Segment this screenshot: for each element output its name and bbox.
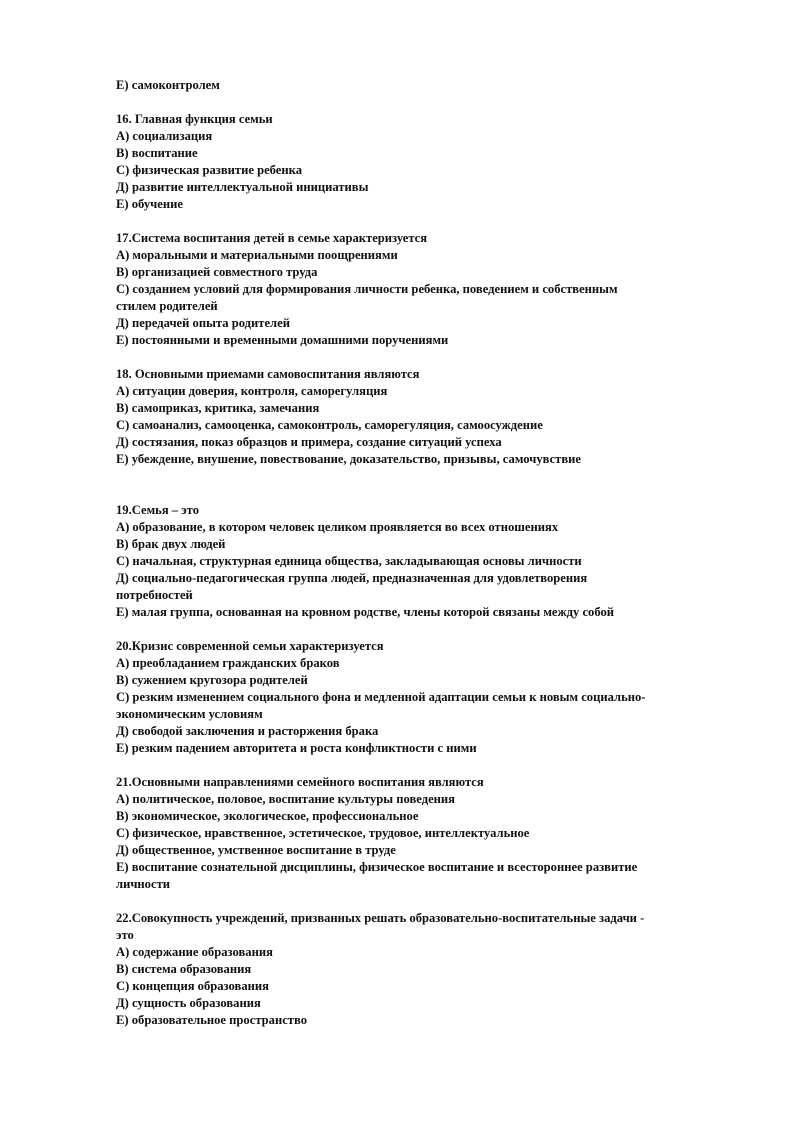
- answer-option: B) брак двух людей: [116, 537, 226, 551]
- answer-option: E) убеждение, внушение, повествование, доказательство, призывы, самочувствие: [116, 452, 582, 466]
- answer-option: E) резким падением авторитета и роста конфликтности с ними: [116, 741, 477, 755]
- spacer: [116, 757, 760, 774]
- answer-option: B) сужением кругозора родителей: [116, 673, 308, 687]
- spacer: [116, 893, 760, 910]
- question-17: [116, 230, 760, 349]
- spacer: [116, 94, 760, 111]
- answer-option-continuation: личности: [116, 877, 171, 891]
- question-title: 22.Совокупность учреждений, призванных решать образовательно-воспитательные задачи -: [116, 911, 645, 925]
- answer-option: A) социализация: [116, 129, 213, 143]
- answer-option: A) моральными и материальными поощрениями: [116, 248, 398, 262]
- answer-option: Д) свободой заключения и расторжения брака: [116, 724, 379, 738]
- spacer: [116, 468, 760, 502]
- answer-option: C) резким изменением социального фона и медленной адаптации семьи к новым социально-: [116, 690, 646, 704]
- question-title: 18. Основными приемами самовоспитания являются: [116, 367, 420, 381]
- answer-option: A) ситуации доверия, контроля, саморегуляция: [116, 384, 388, 398]
- answer-option: Д) общественное, умственное воспитание в труде: [116, 843, 396, 857]
- answer-option: Д) передачей опыта родителей: [116, 316, 290, 330]
- spacer: [116, 621, 760, 638]
- answer-option: Д) сущность образования: [116, 996, 261, 1010]
- answer-option: A) образование, в котором человек целиком проявляется во всех отношениях: [116, 520, 559, 534]
- answer-option: Д) состязания, показ образцов и примера, создание ситуаций успеха: [116, 435, 502, 449]
- answer-option-continuation: стилем родителей: [116, 299, 218, 313]
- answer-option: E) воспитание сознательной дисциплины, физическое воспитание и всестороннее развитие: [116, 860, 638, 874]
- question-20: [116, 638, 760, 757]
- answer-option: Д) развитие интеллектуальной инициативы: [116, 180, 369, 194]
- answer-option: E) обучение: [116, 197, 183, 211]
- answer-option: B) система образования: [116, 962, 252, 976]
- answer-option: B) воспитание: [116, 146, 198, 160]
- answer-option: E) образовательное пространство: [116, 1013, 308, 1027]
- question-title: 19.Семья – это: [116, 503, 199, 517]
- question-21: [116, 774, 760, 893]
- answer-option: C) концепция образования: [116, 979, 269, 993]
- spacer: [116, 213, 760, 230]
- question-22: [116, 910, 760, 1029]
- question-title: 16. Главная функция семьи: [116, 112, 273, 126]
- question-18: [116, 366, 760, 468]
- answer-option: C) физическая развитие ребенка: [116, 163, 303, 177]
- answer-option: C) созданием условий для формирования личности ребенка, поведением и собственным: [116, 282, 618, 296]
- answer-option: Д) социально-педагогическая группа людей, предназначенная для удовлетворения: [116, 571, 588, 585]
- question-title-continuation: это: [116, 928, 134, 942]
- spacer: [116, 349, 760, 366]
- answer-option: A) содержание образования: [116, 945, 273, 959]
- answer-option-continuation: экономическим условиям: [116, 707, 263, 721]
- answer-option: B) экономическое, экологическое, профессиональное: [116, 809, 419, 823]
- question-title: 21.Основными направлениями семейного воспитания являются: [116, 775, 484, 789]
- answer-option: C) самоанализ, самооценка, самоконтроль, саморегуляция, самоосуждение: [116, 418, 543, 432]
- answer-option: C) начальная, структурная единица общества, закладывающая основы личности: [116, 554, 582, 568]
- answer-option-continuation: потребностей: [116, 588, 193, 602]
- answer-option: E) самоконтролем: [116, 78, 220, 92]
- answer-option: A) преобладанием гражданских браков: [116, 656, 340, 670]
- question-title: 20.Кризис современной семьи характеризуется: [116, 639, 384, 653]
- answer-option: E) постоянными и временными домашними поручениями: [116, 333, 449, 347]
- answer-option: E) малая группа, основанная на кровном родстве, члены которой связаны между собой: [116, 605, 615, 619]
- question-title: 17.Система воспитания детей в семье характеризуется: [116, 231, 428, 245]
- answer-option: B) организацией совместного труда: [116, 265, 318, 279]
- answer-option: C) физическое, нравственное, эстетическое, трудовое, интеллектуальное: [116, 826, 530, 840]
- question-19: [116, 502, 760, 621]
- answer-option: B) самоприказ, критика, замечания: [116, 401, 320, 415]
- answer-option: A) политическое, половое, воспитание культуры поведения: [116, 792, 455, 806]
- question-16: [116, 111, 760, 213]
